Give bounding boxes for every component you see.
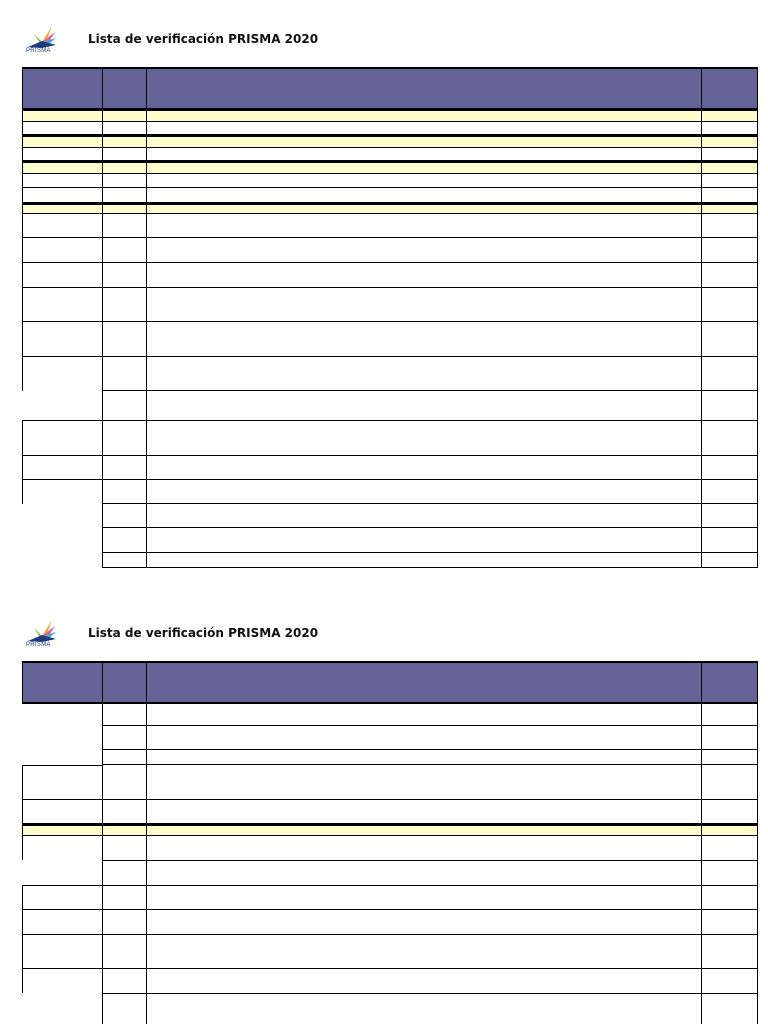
table-row xyxy=(22,188,758,203)
section-row xyxy=(22,161,758,174)
section-row xyxy=(22,824,758,836)
table-row xyxy=(22,910,758,935)
table-header-row xyxy=(22,67,758,110)
header-cell-section xyxy=(22,663,102,702)
header-cell-section xyxy=(22,69,102,108)
table-row xyxy=(22,886,758,910)
table-row xyxy=(22,122,758,135)
table-row xyxy=(22,456,758,480)
section-row xyxy=(22,110,758,122)
table-row xyxy=(22,214,758,238)
table-row xyxy=(22,288,758,322)
table-row xyxy=(102,750,758,765)
table-row xyxy=(22,174,758,188)
table-row xyxy=(102,528,758,553)
table-row xyxy=(22,935,758,969)
page2-header xyxy=(22,618,422,652)
table-row xyxy=(102,391,758,421)
table-row xyxy=(22,148,758,161)
table-row xyxy=(22,238,758,263)
table-row xyxy=(102,726,758,750)
table-row xyxy=(22,421,758,456)
logo-text: PRISMA xyxy=(26,48,51,54)
header-cell-item xyxy=(102,69,146,108)
table-row xyxy=(102,861,758,886)
table-row xyxy=(102,480,758,504)
table-row xyxy=(22,263,758,288)
header-cell-checklist xyxy=(146,663,701,702)
table-row xyxy=(102,836,758,861)
table-row xyxy=(22,765,758,800)
table-row xyxy=(102,704,758,726)
page1-header xyxy=(22,24,422,58)
header-cell-checklist xyxy=(146,69,701,108)
section-row xyxy=(22,203,758,214)
table-header-row xyxy=(22,661,758,704)
table-row xyxy=(102,357,758,391)
header-cell-item xyxy=(102,663,146,702)
table-row xyxy=(102,994,758,1024)
table-row xyxy=(102,553,758,568)
header-cell-location xyxy=(701,69,758,108)
table-row xyxy=(22,322,758,357)
page-title: Lista de verificación PRISMA 2020 xyxy=(88,32,319,46)
section-row xyxy=(22,135,758,148)
table-row xyxy=(102,969,758,994)
logo-text: PRISMA xyxy=(26,642,51,648)
page-title: Lista de verificación PRISMA 2020 xyxy=(88,626,319,640)
table-row xyxy=(22,800,758,824)
table-row xyxy=(102,504,758,528)
header-cell-location xyxy=(701,663,758,702)
